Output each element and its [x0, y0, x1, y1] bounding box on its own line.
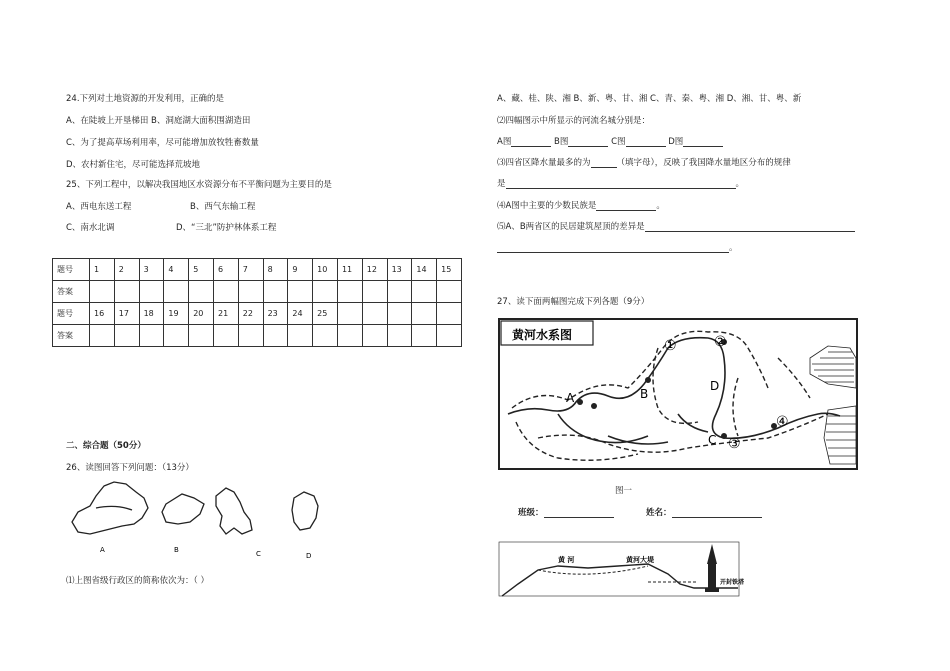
name-field	[646, 508, 762, 518]
q26-part2-answers	[497, 137, 723, 147]
row-label: 题号	[53, 259, 90, 281]
blank-q3-letter[interactable]	[591, 167, 617, 168]
answer-cell[interactable]	[139, 281, 164, 303]
answer-cell[interactable]	[313, 325, 338, 347]
q26-part3-line2	[497, 179, 744, 189]
class-input[interactable]	[544, 517, 614, 518]
q26-part4	[497, 201, 665, 211]
q3-text-c: 是	[497, 179, 506, 189]
answer-cell[interactable]	[164, 325, 189, 347]
row-label: 答案	[53, 281, 90, 303]
province-label-a: A	[100, 546, 105, 554]
answer-cell[interactable]	[362, 281, 387, 303]
q26-part1: ⑴上图省级行政区的简称依次为：（ ）	[66, 576, 209, 586]
question-number-cell: 19	[164, 303, 189, 325]
blank-q4[interactable]	[596, 210, 656, 211]
question-number-cell: 14	[412, 259, 437, 281]
class-field	[518, 508, 614, 518]
answer-cell[interactable]	[213, 281, 238, 303]
q26-part2-prefix: ⑵四幅图示中所显示的河流名城分别是：	[497, 116, 651, 126]
name-label: 姓名：	[646, 508, 672, 518]
q24-stem: 24.下列对土地资源的开发利用，正确的是	[66, 94, 225, 104]
profile-river-label: 黄 河	[558, 556, 575, 564]
table-row	[53, 281, 462, 303]
levee-profile	[502, 564, 738, 596]
q25-option-b: B、西气东输工程	[190, 202, 256, 212]
answer-cell[interactable]	[189, 281, 214, 303]
label-c-figure: C图	[611, 137, 626, 147]
q26-part5-line2	[497, 243, 738, 253]
table-row	[53, 303, 462, 325]
profile-city-label: 开封铁塔	[720, 579, 745, 586]
label-b-figure: B图	[554, 137, 569, 147]
question-number-cell: 7	[238, 259, 263, 281]
question-number-cell: 24	[288, 303, 313, 325]
q26-part3-line1	[497, 158, 791, 168]
table-row	[53, 259, 462, 281]
question-number-cell	[337, 303, 362, 325]
answer-cell[interactable]	[90, 325, 115, 347]
answer-cell[interactable]	[387, 325, 412, 347]
answer-cell[interactable]	[288, 325, 313, 347]
map-circle-3: ③	[728, 436, 741, 452]
answer-table	[52, 258, 462, 347]
name-input[interactable]	[672, 517, 762, 518]
answer-cell[interactable]	[90, 281, 115, 303]
map-label-d: D	[710, 379, 720, 393]
answer-cell[interactable]	[238, 281, 263, 303]
map-circle-1: ①	[664, 338, 677, 354]
question-number-cell: 1	[90, 259, 115, 281]
question-number-cell: 8	[263, 259, 288, 281]
province-label-d: D	[306, 552, 312, 560]
blank-b[interactable]	[568, 146, 608, 147]
blank-d[interactable]	[683, 146, 723, 147]
question-number-cell: 22	[238, 303, 263, 325]
section-2-title: 二、综合题（50分）	[66, 441, 146, 451]
answer-cell[interactable]	[213, 325, 238, 347]
map-label-b: B	[640, 387, 649, 401]
q26-stem: 26、读图回答下列问题：（13分）	[66, 463, 194, 473]
q24-option-c: C、为了提高草场利用率，尽可能增加放牧牲畜数量	[66, 138, 259, 148]
q4-text: ⑷A图中主要的少数民族是	[497, 201, 597, 211]
yellow-river-map	[498, 318, 860, 472]
q25-option-d: D、“三北”防护林体系工程	[176, 223, 277, 233]
question-number-cell: 4	[164, 259, 189, 281]
province-outlines-figure	[66, 478, 336, 568]
answer-cell[interactable]	[263, 281, 288, 303]
map-circle-4: ④	[776, 414, 789, 430]
question-number-cell: 18	[139, 303, 164, 325]
row-label: 题号	[53, 303, 90, 325]
tower-icon	[705, 544, 719, 592]
row-label: 答案	[53, 325, 90, 347]
map-label-c: C	[708, 433, 717, 447]
answer-cell[interactable]	[437, 325, 462, 347]
province-b-outline	[162, 494, 204, 524]
blank-q3-rule[interactable]	[506, 188, 736, 189]
blank-c[interactable]	[626, 146, 666, 147]
answer-cell[interactable]	[139, 325, 164, 347]
question-number-cell	[362, 303, 387, 325]
question-number-cell: 12	[362, 259, 387, 281]
province-d-outline	[292, 492, 318, 530]
answer-cell[interactable]	[412, 281, 437, 303]
question-number-cell: 11	[337, 259, 362, 281]
question-number-cell: 2	[114, 259, 139, 281]
question-number-cell: 5	[189, 259, 214, 281]
question-number-cell: 3	[139, 259, 164, 281]
province-label-b: B	[174, 546, 179, 554]
q26-choice-line: A、藏、桂、陕、湘 B、新、粤、甘、湘 C、青、秦、粤、湘 D、湘、甘、粤、新	[497, 94, 802, 104]
answer-cell[interactable]	[189, 325, 214, 347]
question-number-cell: 23	[263, 303, 288, 325]
blank-q5-line2[interactable]	[497, 252, 729, 253]
question-number-cell: 21	[213, 303, 238, 325]
answer-cell[interactable]	[313, 281, 338, 303]
answer-cell[interactable]	[387, 281, 412, 303]
answer-cell[interactable]	[238, 325, 263, 347]
answer-cell[interactable]	[412, 325, 437, 347]
answer-cell[interactable]	[437, 281, 462, 303]
q25-option-c: C、南水北调	[66, 223, 115, 233]
q4-end: 。	[656, 201, 665, 211]
map-title: 黄河水系图	[512, 328, 573, 342]
answer-cell[interactable]	[337, 281, 362, 303]
q3-text-b: （填字母），反映了我国降水量地区分布的规律	[616, 158, 791, 168]
answer-cell[interactable]	[114, 325, 139, 347]
answer-cell[interactable]	[288, 281, 313, 303]
q3-text-a: ⑶四省区降水量最多的为	[497, 158, 591, 168]
province-c-outline	[216, 488, 252, 534]
blank-a[interactable]	[511, 146, 551, 147]
answer-cell[interactable]	[263, 325, 288, 347]
river-profile-figure	[498, 540, 750, 600]
answer-cell[interactable]	[362, 325, 387, 347]
q5-end: 。	[729, 243, 738, 253]
q24-options-ab: A、在陡坡上开垦梯田 B、洞庭湖大面积围湖造田	[66, 116, 251, 126]
question-number-cell	[387, 303, 412, 325]
answer-cell[interactable]	[114, 281, 139, 303]
answer-cell[interactable]	[164, 281, 189, 303]
q25-option-a: A、西电东送工程	[66, 202, 132, 212]
class-label: 班级：	[518, 508, 544, 518]
question-number-cell: 25	[313, 303, 338, 325]
question-number-cell: 10	[313, 259, 338, 281]
question-number-cell: 17	[114, 303, 139, 325]
answer-cell[interactable]	[337, 325, 362, 347]
map-caption: 图一	[615, 486, 633, 496]
question-number-cell: 16	[90, 303, 115, 325]
profile-dam-label: 黄河大堤	[626, 556, 654, 564]
province-a-outline	[72, 482, 148, 534]
question-number-cell: 13	[387, 259, 412, 281]
q25-stem: 25、下列工程中，以解决我国地区水资源分布不平衡问题为主要目的是	[66, 180, 332, 190]
question-number-cell	[437, 303, 462, 325]
q3-text-d: 。	[735, 179, 745, 189]
question-number-cell: 15	[437, 259, 462, 281]
province-label-c: C	[256, 550, 261, 558]
q27-stem: 27、读下面两幅图完成下列各题（9分）	[497, 297, 650, 307]
label-d-figure: D图	[668, 137, 684, 147]
q24-option-d: D、农村新住宅，尽可能选择荒坡地	[66, 160, 201, 170]
label-a-figure: A图	[497, 137, 512, 147]
question-number-cell: 20	[189, 303, 214, 325]
question-number-cell: 9	[288, 259, 313, 281]
blank-q5-line1[interactable]	[645, 231, 855, 232]
q26-part5	[497, 222, 855, 232]
question-number-cell: 6	[213, 259, 238, 281]
question-number-cell	[412, 303, 437, 325]
table-row	[53, 325, 462, 347]
map-label-a: A	[566, 391, 575, 405]
q5-text: ⑸A、B两省区的民居建筑屋顶的差异是	[497, 222, 645, 232]
map-circle-2: ②	[714, 334, 727, 350]
